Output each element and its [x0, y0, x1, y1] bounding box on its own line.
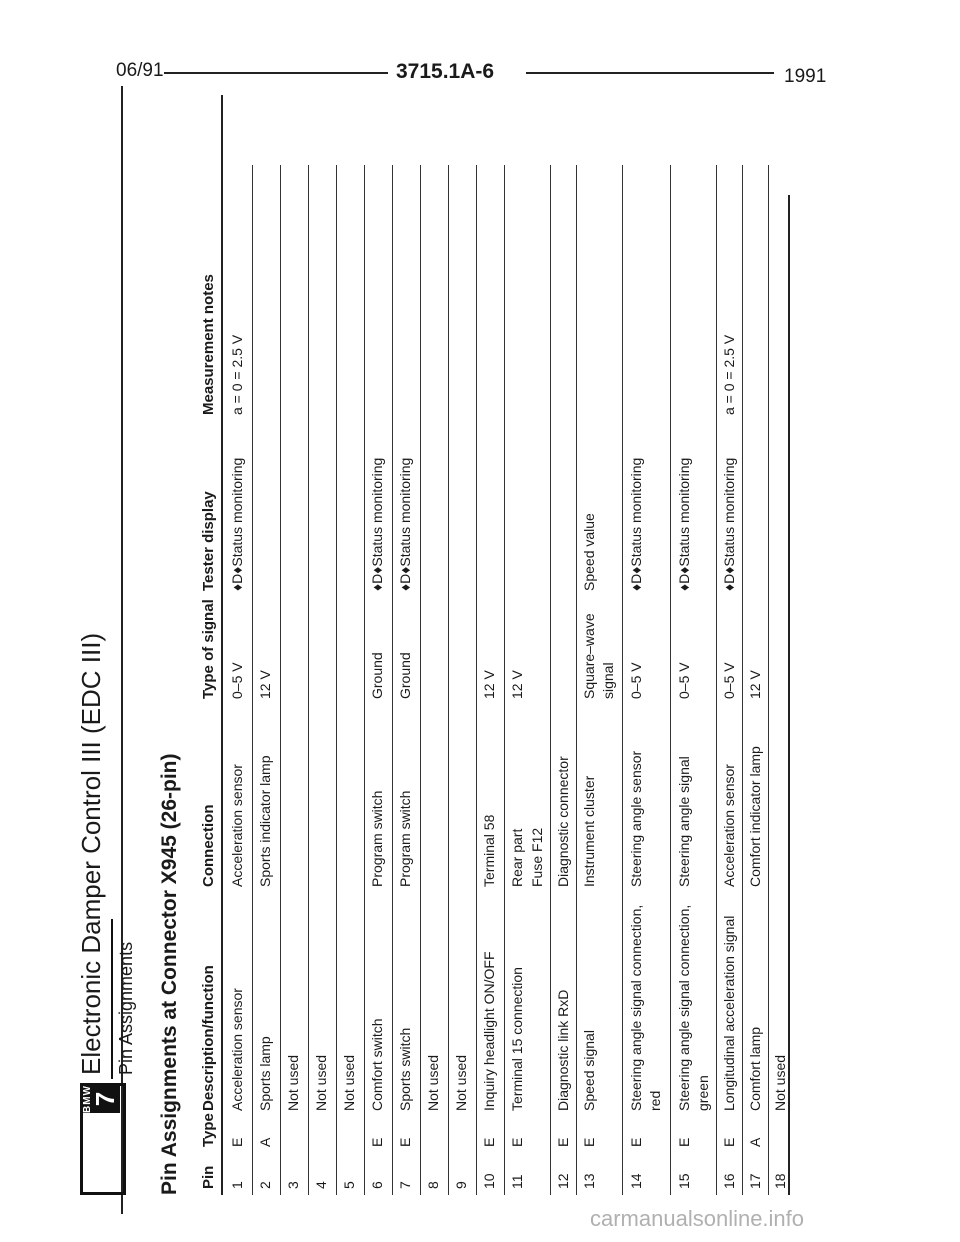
rotated-page-body: [76, 95, 960, 1195]
pin-signal: 12 V: [481, 670, 497, 699]
pin-connection: Sports indicator lamp: [257, 755, 273, 887]
pin-number: 17: [747, 1173, 763, 1189]
pin-connection: Acceleration sensor: [721, 764, 737, 887]
header-tester: Tester display: [200, 491, 217, 591]
row-divider: [576, 165, 577, 1195]
pin-signal: 12 V: [747, 670, 763, 699]
header-connection: Connection: [200, 804, 217, 887]
pin-tester: ♦D♦Status monitoring: [369, 457, 385, 591]
pin-tester: ♦D♦Status monitoring: [397, 457, 413, 591]
pin-connection: Steering angle signal: [676, 756, 692, 887]
row-divider: [742, 165, 743, 1195]
table-title: Pin Assignments at Connector X945 (26-pin): [158, 753, 181, 1195]
pin-tester: Speed value: [581, 513, 597, 591]
pin-type: E: [721, 1137, 737, 1147]
pin-description: Steering angle signal connection,: [676, 904, 692, 1111]
pin-type: E: [397, 1137, 413, 1147]
pin-type: A: [747, 1137, 763, 1147]
pin-description: Not used: [425, 1054, 441, 1111]
pin-description: Not used: [453, 1054, 469, 1111]
section-title-underline: [111, 919, 113, 1079]
pin-type: E: [229, 1137, 245, 1147]
pin-type: E: [481, 1137, 497, 1147]
pin-connection: Rear part: [509, 828, 525, 887]
pin-description: Not used: [341, 1054, 357, 1111]
row-divider: [448, 165, 449, 1195]
header-date: 06/91: [116, 60, 164, 81]
pin-description-line2: red: [647, 1090, 663, 1111]
pin-connection-line2: Fuse F12: [529, 827, 545, 887]
pin-tester: ♦D♦Status monitoring: [229, 457, 245, 591]
header-rule-left: [164, 72, 388, 74]
table-bottom-rule: [788, 195, 790, 1195]
pin-connection: Terminal 58: [481, 814, 497, 887]
pin-description: Speed signal: [581, 1030, 597, 1111]
pin-type: E: [369, 1137, 385, 1147]
pin-connection: Instrument cluster: [581, 775, 597, 887]
pin-connection: Steering angle sensor: [628, 750, 644, 887]
pin-tester: ♦D♦Status monitoring: [628, 457, 644, 591]
pin-description: Not used: [772, 1054, 788, 1111]
header-description: Description/function: [200, 965, 217, 1111]
pin-notes: a = 0 = 2.5 V: [721, 334, 737, 415]
pin-signal: 0–5 V: [628, 662, 644, 699]
row-divider: [308, 165, 309, 1195]
pin-description: Acceleration sensor: [229, 988, 245, 1111]
pin-type: E: [555, 1137, 571, 1147]
pin-signal: Ground: [369, 652, 385, 699]
header-year: 1991: [784, 66, 827, 87]
pin-number: 4: [313, 1181, 329, 1189]
header-type: Type: [200, 1113, 217, 1147]
pin-description: Not used: [285, 1054, 301, 1111]
pin-tester: ♦D♦Status monitoring: [721, 457, 737, 591]
pin-description: Diagnostic link RxD: [555, 989, 571, 1111]
pin-signal: Ground: [397, 652, 413, 699]
pin-number: 7: [397, 1181, 413, 1189]
pin-number: 10: [481, 1173, 497, 1189]
pin-number: 5: [341, 1181, 357, 1189]
row-divider: [252, 165, 253, 1195]
pin-number: 13: [581, 1173, 597, 1189]
pin-connection: Comfort indicator lamp: [747, 746, 763, 887]
pin-signal: 0–5 V: [676, 662, 692, 699]
pin-tester: ♦D♦Status monitoring: [676, 457, 692, 591]
pin-signal: Square–wave: [581, 613, 597, 699]
pin-number: 8: [425, 1181, 441, 1189]
pin-number: 12: [555, 1173, 571, 1189]
row-divider: [622, 165, 623, 1195]
pin-signal: 0–5 V: [721, 662, 737, 699]
bmw-logo: [80, 1085, 120, 1113]
header-doc-number: 3715.1A-6: [396, 60, 495, 83]
row-divider: [336, 165, 337, 1195]
pin-description: Sports switch: [397, 1027, 413, 1111]
pin-connection: Diagnostic connector: [555, 756, 571, 887]
pin-description-line2: green: [695, 1075, 711, 1111]
row-divider: [768, 165, 769, 1195]
pin-number: 11: [509, 1174, 525, 1189]
section-subtitle: Pin Assignments: [116, 941, 136, 1075]
pin-type: E: [581, 1137, 597, 1147]
pin-description: Comfort switch: [369, 1018, 385, 1111]
pin-number: 18: [772, 1173, 788, 1189]
pin-description: Longitudinal acceleration signal: [721, 915, 737, 1111]
pin-type: E: [676, 1137, 692, 1147]
row-divider: [670, 165, 671, 1195]
table-top-rule: [221, 95, 223, 1195]
header-notes: Measurement notes: [200, 274, 217, 415]
pin-number: 14: [628, 1173, 644, 1189]
section-title: Electronic Damper Control III (EDC III): [76, 632, 106, 1075]
pin-number: 6: [369, 1181, 385, 1189]
row-divider: [550, 165, 551, 1195]
pin-number: 3: [285, 1181, 301, 1189]
row-divider: [364, 165, 365, 1195]
pin-connection: Program switch: [369, 790, 385, 887]
pin-number: 9: [453, 1181, 469, 1189]
footer-watermark: carmanualsonline.info: [590, 1206, 805, 1231]
row-divider: [504, 165, 505, 1195]
pin-connection: Program switch: [397, 790, 413, 887]
header-rule-right: [526, 72, 774, 74]
pin-number: 2: [257, 1181, 273, 1189]
header-pin: Pin: [200, 1165, 217, 1189]
row-divider: [392, 165, 393, 1195]
pin-signal: 12 V: [257, 670, 273, 699]
pin-description: Sports lamp: [257, 1036, 273, 1111]
pin-number: 1: [229, 1181, 245, 1189]
pin-type: A: [257, 1137, 273, 1147]
pin-connection: Acceleration sensor: [229, 764, 245, 887]
bmw-logo-text: BMW: [82, 1085, 93, 1113]
row-divider: [420, 165, 421, 1195]
pin-signal: 0–5 V: [229, 662, 245, 699]
pin-description: Comfort lamp: [747, 1026, 763, 1111]
pin-notes: a = 0 = 2.5 V: [229, 334, 245, 415]
pin-number: 16: [721, 1173, 737, 1189]
row-divider: [716, 165, 717, 1195]
row-divider: [280, 165, 281, 1195]
pin-signal: 12 V: [509, 670, 525, 699]
pin-description: Steering angle signal connection,: [628, 904, 644, 1111]
header-signal: Type of signal: [200, 599, 217, 699]
pin-number: 15: [676, 1173, 692, 1189]
pin-description: Not used: [313, 1054, 329, 1111]
pin-description: Inquiry headlight ON/OFF: [481, 951, 497, 1111]
row-divider: [476, 165, 477, 1195]
pin-type: E: [509, 1137, 525, 1147]
pin-description: Terminal 15 connection: [509, 967, 525, 1111]
pin-type: E: [628, 1137, 644, 1147]
pin-signal-line2: signal: [600, 662, 616, 699]
group-number: 7: [90, 1091, 120, 1107]
